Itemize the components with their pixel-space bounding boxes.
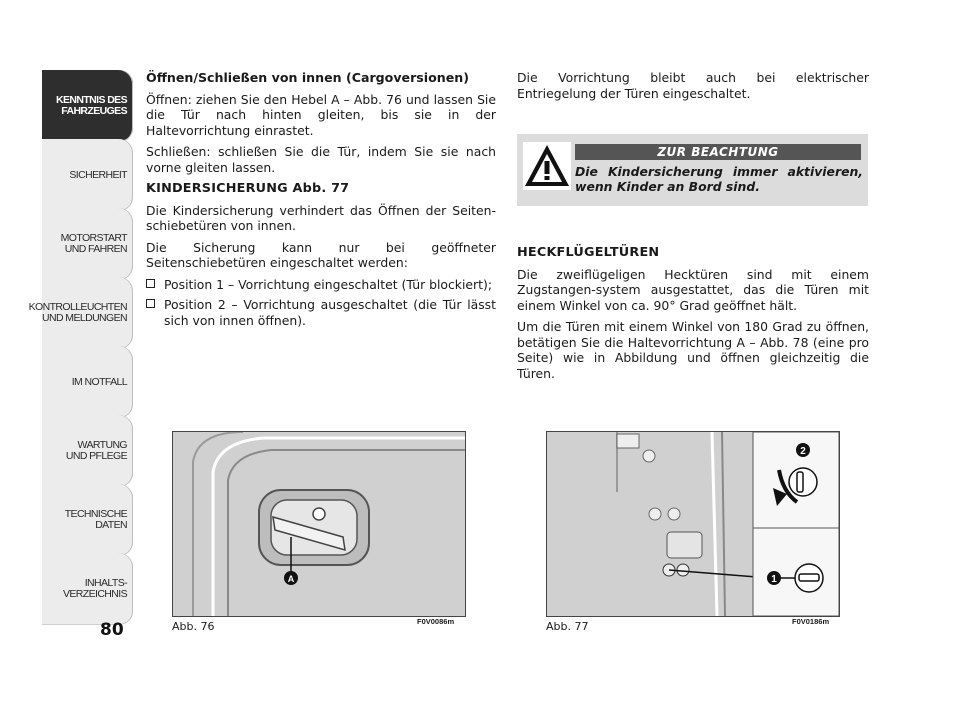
tab-label: TECHNISCHE DATEN (64, 508, 127, 531)
paragraph: Die Vorrichtung bleibt auch bei elektrischer Entriegelung der Türen eingeschaltet. (517, 70, 869, 101)
paragraph: Um die Türen mit einem Winkel von 180 Grad zu öffnen, betätigen Sie die Haltevorrichtung A – Abb. 78 (eine pro Seite) wie in Abbildung und öffnen gleichzeitig die Türen. (517, 319, 869, 381)
paragraph: Die zweiflügeligen Hecktüren sind mit einem Zugstangen-system ausgestattet, das die Türen mit einem Winkel von ca. 90° Grad geöffnet hält. (517, 266, 869, 313)
tab-label: SICHERHEIT (69, 168, 127, 181)
checkbox-bullet-icon (146, 279, 155, 288)
tab-wartung-und-pflege[interactable] (42, 415, 133, 487)
warning-box (517, 134, 868, 206)
checkbox-bullet-icon (146, 299, 155, 308)
paragraph: Die Kindersicherung verhindert das Öffnen der Seiten-schiebetüren von innen. (146, 202, 496, 233)
tab-technische-daten[interactable] (42, 484, 133, 556)
list-item-text: Position 1 – Vorrichtung eingeschaltet (Tür blockiert); (164, 276, 493, 292)
figure-code: F0V0086m (417, 617, 455, 626)
left-column (146, 70, 496, 333)
warning-title: ZUR BEACHTUNG (575, 144, 861, 160)
paragraph: Schließen: schließen Sie die Tür, indem Sie sie nach vorne gleiten lassen. (146, 144, 496, 175)
section-heading: Öffnen/Schließen von innen (Cargoversionen) (146, 70, 469, 85)
tab-label: INHALTS- VERZEICHNIS (63, 577, 127, 600)
child-lock-illustration (547, 432, 839, 616)
bullet-list (146, 277, 496, 329)
tab-sicherheit[interactable] (42, 139, 133, 211)
warning-triangle-icon (523, 142, 571, 190)
figure-door-handle (172, 431, 466, 617)
right-column (517, 70, 869, 107)
marker-2-label: 2 (800, 446, 806, 457)
tab-label: IM NOTFALL (71, 375, 127, 388)
tab-kontrolleuchten-und-meldungen[interactable] (28, 277, 133, 349)
figure-caption: Abb. 76 (172, 620, 215, 633)
page-number: 80 (100, 620, 124, 640)
tab-label: WARTUNG UND PFLEGE (65, 439, 127, 462)
door-handle-illustration (173, 432, 465, 616)
tab-motorstart-und-fahren[interactable] (42, 208, 133, 280)
figure-caption: Abb. 77 (546, 620, 589, 633)
list-item-text: Position 2 – Vorrichtung ausgeschaltet (die Tür lässt sich von innen öffnen). (164, 297, 496, 328)
tab-label: MOTORSTART UND FAHREN (60, 232, 127, 255)
tab-label: KENNTNIS DES FAHRZEUGES (56, 94, 127, 117)
paragraph: Öffnen: ziehen Sie den Hebel A – Abb. 76 und lassen Sie die Tür nach hinten gleiten, bis sie in der Haltevorrichtung einrastet. (146, 91, 496, 138)
tab-im-notfall[interactable] (42, 346, 133, 418)
tab-inhaltsverzeichnis[interactable] (42, 553, 133, 625)
right-column-lower (517, 245, 869, 387)
list-item (146, 297, 496, 328)
marker-1-label: 1 (771, 574, 777, 585)
marker-a-label: A (287, 574, 295, 584)
figure-code: F0V0186m (792, 617, 830, 626)
list-item (146, 277, 496, 293)
warning-text: Die Kindersicherung immer aktivieren, wenn Kinder an Bord sind. (575, 164, 863, 194)
section-title: KINDERSICHERUNG Abb. 77 (146, 181, 350, 196)
paragraph: Die Sicherung kann nur bei geöffneter Seitenschiebetüren eingeschaltet werden: (146, 239, 496, 270)
section-title: HECKFLÜGELTÜREN (517, 245, 660, 260)
tab-label: KONTROLLEUCHTEN UND MELDUNGEN (28, 301, 127, 324)
figure-child-lock (546, 431, 840, 617)
tab-kenntnis-des-fahrzeuges[interactable] (42, 70, 133, 142)
